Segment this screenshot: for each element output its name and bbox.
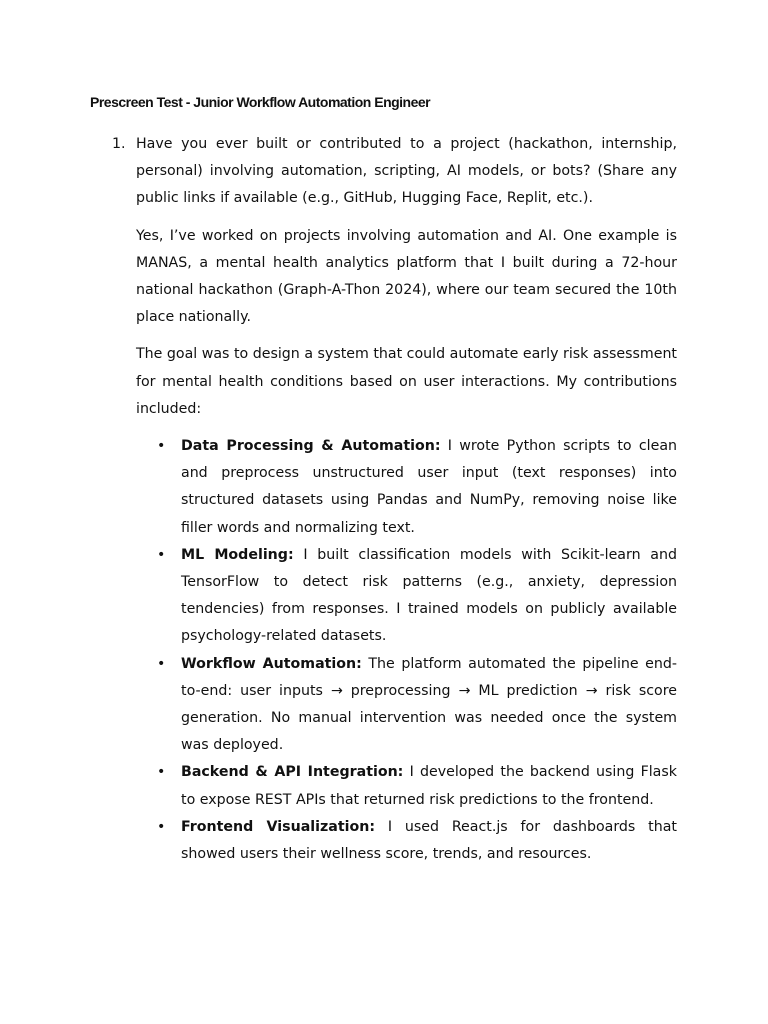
question-body: [136, 131, 677, 868]
list-item: [136, 759, 677, 813]
contributions-list: [136, 433, 677, 868]
list-item: [136, 433, 677, 542]
bullet-icon: •: [157, 438, 166, 455]
bullet-text: The platform automated the pipeline end-to-end: user inputs → preprocessing → ML prediction → risk score generation. No manual intervention was needed once the system was deployed.: [181, 655, 678, 754]
bullet-text: I wrote Python scripts to clean and preprocess unstructured user input (text responses) into structured datasets using Pandas and NumPy, removing noise like filler words and normalizing text.: [181, 438, 677, 536]
bullet-icon: •: [157, 818, 166, 835]
bullet-icon: •: [157, 546, 166, 563]
document-title: Prescreen Test - Junior Workflow Automation Engineer: [90, 94, 431, 110]
list-item: [136, 542, 677, 651]
answer-paragraph-1: Yes, I’ve worked on projects involving automation and AI. One example is MANAS, a mental health analytics platform that I built during a 72-hour national hackathon (Graph-A-Thon 2024), where our team secured the 10th place nationally.: [136, 227, 677, 326]
list-item: [136, 651, 677, 760]
bullet-heading: Workflow Automation:: [181, 655, 362, 672]
list-item: [136, 814, 677, 868]
bullet-heading: Backend & API Integration:: [181, 764, 404, 781]
question-text: Have you ever built or contributed to a project (hackathon, internship, personal) involving automation, scripting, AI models, or bots? (Share any public links if available (e.g., GitHub, Hugging Face, Replit, etc.).: [136, 136, 677, 207]
question-block: [112, 131, 677, 868]
bullet-text: I used React.js for dashboards that showed users their wellness score, trends, and resources.: [181, 818, 677, 863]
question-number: 1.: [112, 136, 126, 152]
bullet-heading: ML Modeling:: [181, 546, 294, 563]
bullet-icon: •: [157, 655, 166, 672]
bullet-text: I built classification models with Scikit-learn and TensorFlow to detect risk patterns (e.g., anxiety, depression tendencies) from responses. I trained models on publicly available psychology-related datasets.: [181, 546, 677, 645]
bullet-heading: Frontend Visualization:: [181, 818, 375, 835]
bullet-icon: •: [157, 764, 166, 781]
bullet-text: I developed the backend using Flask to expose REST APIs that returned risk predictions to the frontend.: [181, 764, 677, 808]
answer-paragraph-2: The goal was to design a system that could automate early risk assessment for mental health conditions based on user interactions. My contributions included:: [136, 346, 677, 417]
bullet-heading: Data Processing & Automation:: [181, 438, 441, 455]
